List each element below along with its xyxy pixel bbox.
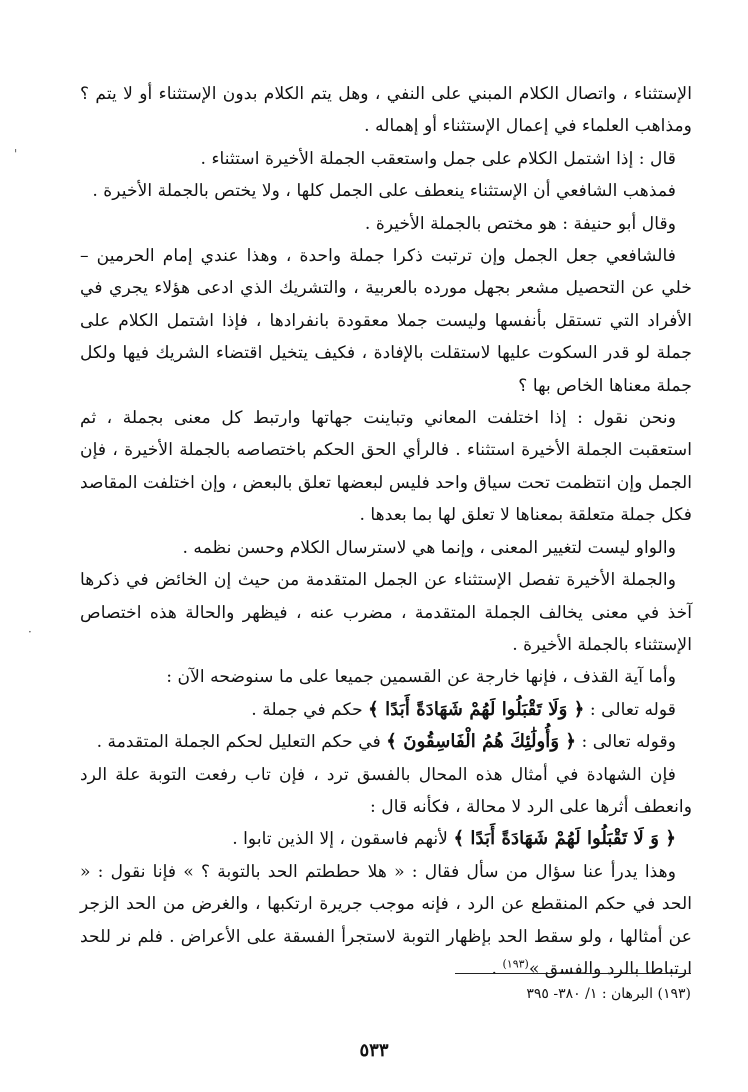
quran-verse: ﴿ وَلَا تَقْبَلُوا لَهُمْ شَهَادَةً أَبَدًا ﴾	[368, 698, 585, 720]
paragraph-11-text: وهذا يدرأ عنا سؤال من سأل فقال : « هلا حططتم الحد بالتوبة ؟ » فإنا نقول : « الحد في حكم المنقطع عن الرد ، فإنه موجب جريرة ارتكبها ، والغرض من الحد الزجر عن أمثالها ، ولو سقط الحد بإظهار التوبة لاستجرأ الفسقة على الأعراض . فلم نر للحد ارتباطا بالرد والفسق »	[80, 861, 692, 979]
verse-intro: قوله تعالى :	[584, 699, 676, 720]
quran-verse: ﴿ وَ لَا تَقْبَلُوا لَهُمْ شَهَادَةً أَبَدًا ﴾	[453, 828, 676, 850]
paragraph-2: قال : إذا اشتمل الكلام على جمل واستعقب الجملة الأخيرة استثناء .	[200, 148, 676, 169]
paragraph-8: والجملة الأخيرة تفصل الإستثناء عن الجمل المتقدمة من حيث إن الخائض في ذكرها آخذ في معنى يخالف الجملة المتقدمة ، مضرب عنه ، فيظهر والحالة هذه اختصاص الإستثناء بالجملة الأخيرة .	[80, 570, 692, 655]
paragraph-11: وهذا يدرأ عنا سؤال من سأل فقال : « هلا حططتم الحد بالتوبة ؟ » فإنا نقول : « الحد في حكم المنقطع عن الرد ، فإنه موجب جريرة ارتكبها ، والغرض من الحد الزجر عن أمثالها ، ولو سقط الحد بإظهار التوبة لاستجرأ الفسقة على الأعراض . فلم نر للحد ارتباطا بالرد والفسق »$^{(١٩٣)}$ .	[80, 861, 692, 979]
paragraph-7: والواو ليست لتغيير المعنى ، وإنما هي لاسترسال الكلام وحسن نظمه .	[182, 537, 676, 558]
paragraph-3: فمذهب الشافعي أن الإستثناء ينعطف على الجمل كلها ، ولا يختص بالجملة الأخيرة .	[92, 181, 676, 202]
verse-intro: وقوله تعالى :	[576, 732, 676, 753]
footnote: (١٩٣) البرهان : ١/ ٣٨٠- ٣٩٥	[526, 986, 691, 1002]
quran-verse: ﴿ وَأُولَٰئِكَ هُمُ الْفَاسِقُونَ ﴾	[386, 731, 577, 753]
verse-line-2	[80, 726, 692, 758]
paragraph-5: فالشافعي جعل الجمل وإن ترتبت ذكرا جملة واحدة ، وهذا عندي إمام الحرمين – خلي عن التحصيل مشعر بجهل مورده بالعربية ، والتشريك الذي ادعى هؤلاء يجري في الأفراد التي تستقل بأنفسها وليست جملا معقودة بانفرادها ، فإذا اشتمل الكلام على جملة لو قدر السكوت عليها لاستقلت بالإفادة ، فكيف يتخيل اقتضاء الشريك فيها ولكل جملة معناها الخاص بها ؟	[80, 246, 692, 396]
main-text	[80, 78, 692, 985]
verse-line-3	[80, 823, 692, 855]
verse-comment: لأنهم فاسقون ، إلا الذين تابوا .	[232, 829, 454, 850]
paragraph-9: وأما آية القذف ، فإنها خارجة عن القسمين جميعا على ما سنوضحه الآن :	[166, 667, 676, 688]
margin-mark: ·	[28, 625, 32, 639]
page-number: ٥٣٣	[359, 1040, 389, 1061]
paragraph-1: الإستثناء ، واتصال الكلام المبني على النفي ، وهل يتم الكلام بدون الإستثناء أو لا يتم ؟ ومذاهب العلماء في إعمال الإستثناء أو إهماله .	[80, 84, 692, 137]
verse-comment: في حكم التعليل لحكم الجملة المتقدمة .	[96, 732, 387, 753]
paragraph-10: فإن الشهادة في أمثال هذه المحال بالفسق ترد ، فإن تاب رفعت التوبة علة الرد وانعطف أثرها على الرد لا محالة ، فكأنه قال :	[80, 764, 692, 817]
footnote-reference[interactable]: (١٩٣)	[502, 957, 529, 971]
paragraph-4: وقال أبو حنيفة : هو مختص بالجملة الأخيرة .	[364, 213, 676, 234]
verse-line-1	[80, 694, 692, 726]
paragraph-6: ونحن نقول : إذا اختلفت المعاني وتباينت جهاتها وارتبط كل معنى بجملة ، ثم استعقبت الجملة الأخيرة استثناء . فالرأي الحق الحكم باختصاصه بالجملة الأخيرة ، فإن الجمل وإن انتظمت تحت سياق واحد فليس لبعضها تعلق بالبعض ، وإن اختلفت المقاصد فكل جملة متعلقة بمعناها لا تعلق لها بما بعدها .	[80, 408, 692, 526]
margin-mark: '	[14, 147, 18, 161]
footnote-divider	[455, 973, 691, 974]
verse-comment: حكم في جملة .	[251, 699, 369, 720]
